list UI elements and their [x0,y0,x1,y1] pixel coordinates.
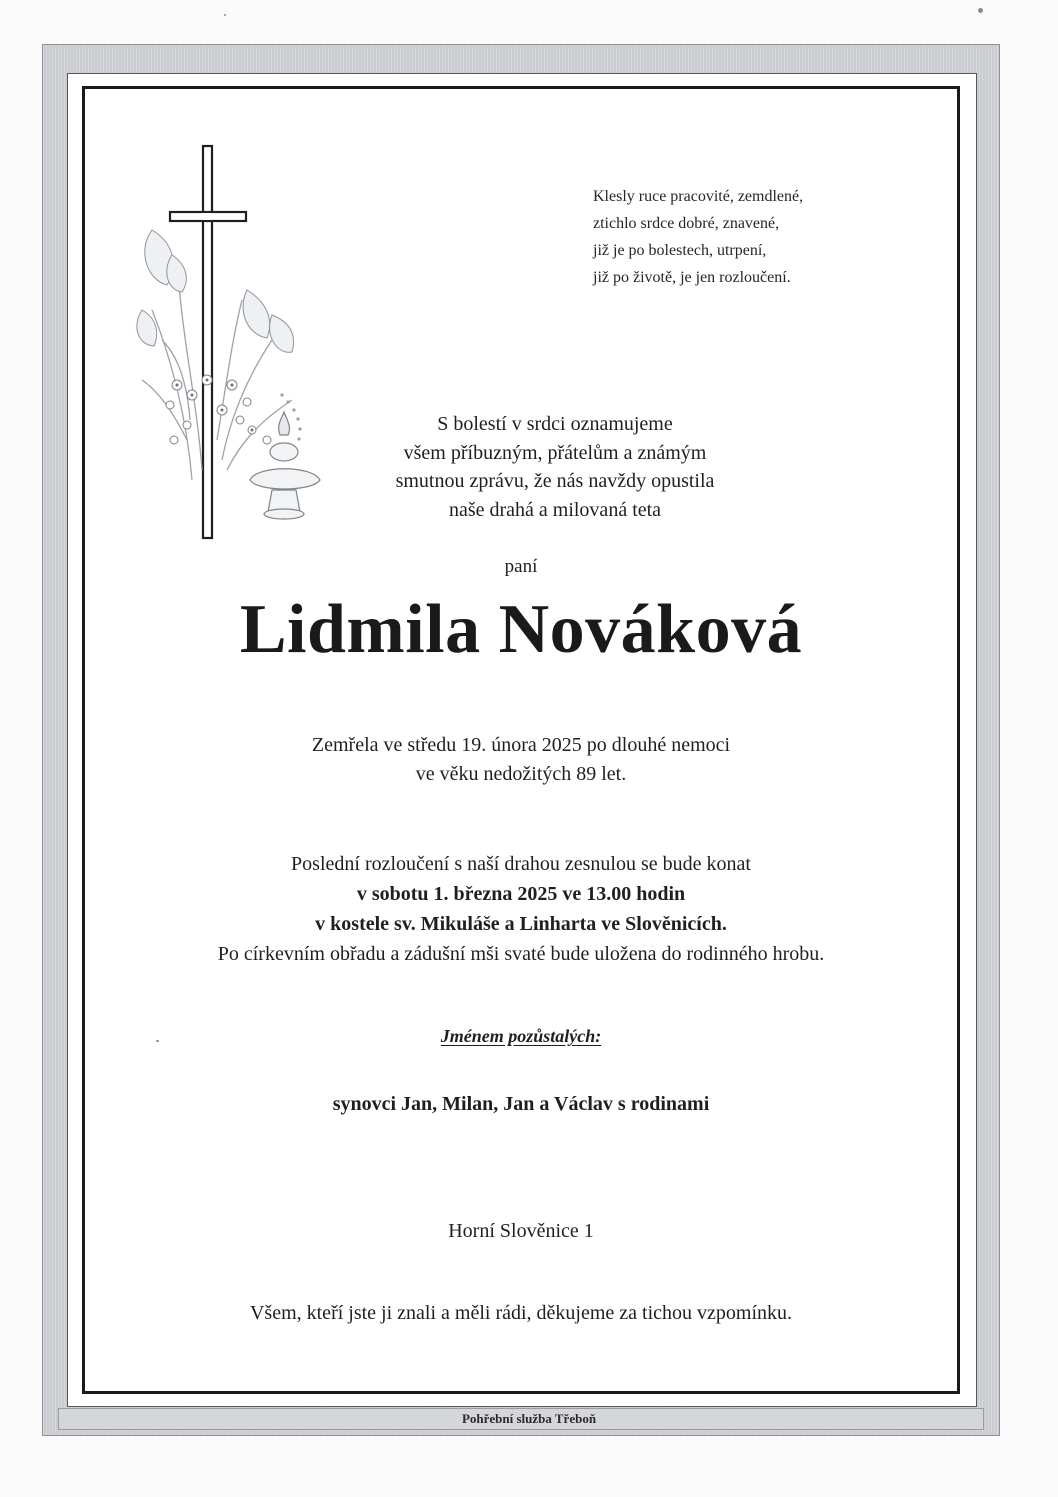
death-info [82,731,960,788]
scan-speck [978,8,983,13]
poem-line: Klesly ruce pracovité, zemdlené, [593,188,804,205]
farewell-line: Poslední rozloučení s naší drahou zesnulou se bude konat [291,853,751,875]
poem-line: již je po bolestech, utrpení, [593,242,767,259]
intro-line: všem příbuzným, přátelům a známým [403,441,707,464]
announcement-intro [82,410,960,524]
death-info-line: Zemřela ve středu 19. února 2025 po dlouhé nemoci [311,734,731,756]
thanks-line: Všem, kteří jste ji znali a měli rádi, děkujeme za tichou vzpomínku. [249,1302,793,1324]
footer-funeral-service: Pohřební služba Třeboň [461,1411,597,1426]
address: Horní Slověnice 1 [448,1220,594,1242]
intro-line: S bolestí v srdci oznamujeme [437,413,673,435]
poem-line: již po životě, je jen rozloučení. [593,269,791,286]
relatives: synovci Jan, Milan, Jan a Václav s rodinami [332,1093,710,1115]
memorial-poem [593,183,923,291]
farewell-info [82,849,960,969]
intro-line: naše drahá a milovaná teta [448,498,662,521]
title-prefix: paní [504,556,538,577]
poem-line: ztichlo srdce dobré, znavené, [593,215,780,232]
scan-speck [224,14,226,16]
intro-line: smutnou zprávu, že nás navždy opustila [395,470,715,492]
deceased-name: Lidmila Nováková [239,591,803,668]
death-info-line: ve věku nedožitých 89 let. [415,762,627,785]
farewell-date: v sobotu 1. března 2025 ve 13.00 hodin [356,883,686,905]
scan-speck [156,1040,159,1042]
behalf-label: Jménem pozůstalých: [440,1026,602,1046]
farewell-place: v kostele sv. Mikuláše a Linharta ve Slověnicích. [315,913,727,935]
farewell-line: Po církevním obřadu a zádušní mši svaté bude uložena do rodinného hrobu. [217,943,825,965]
